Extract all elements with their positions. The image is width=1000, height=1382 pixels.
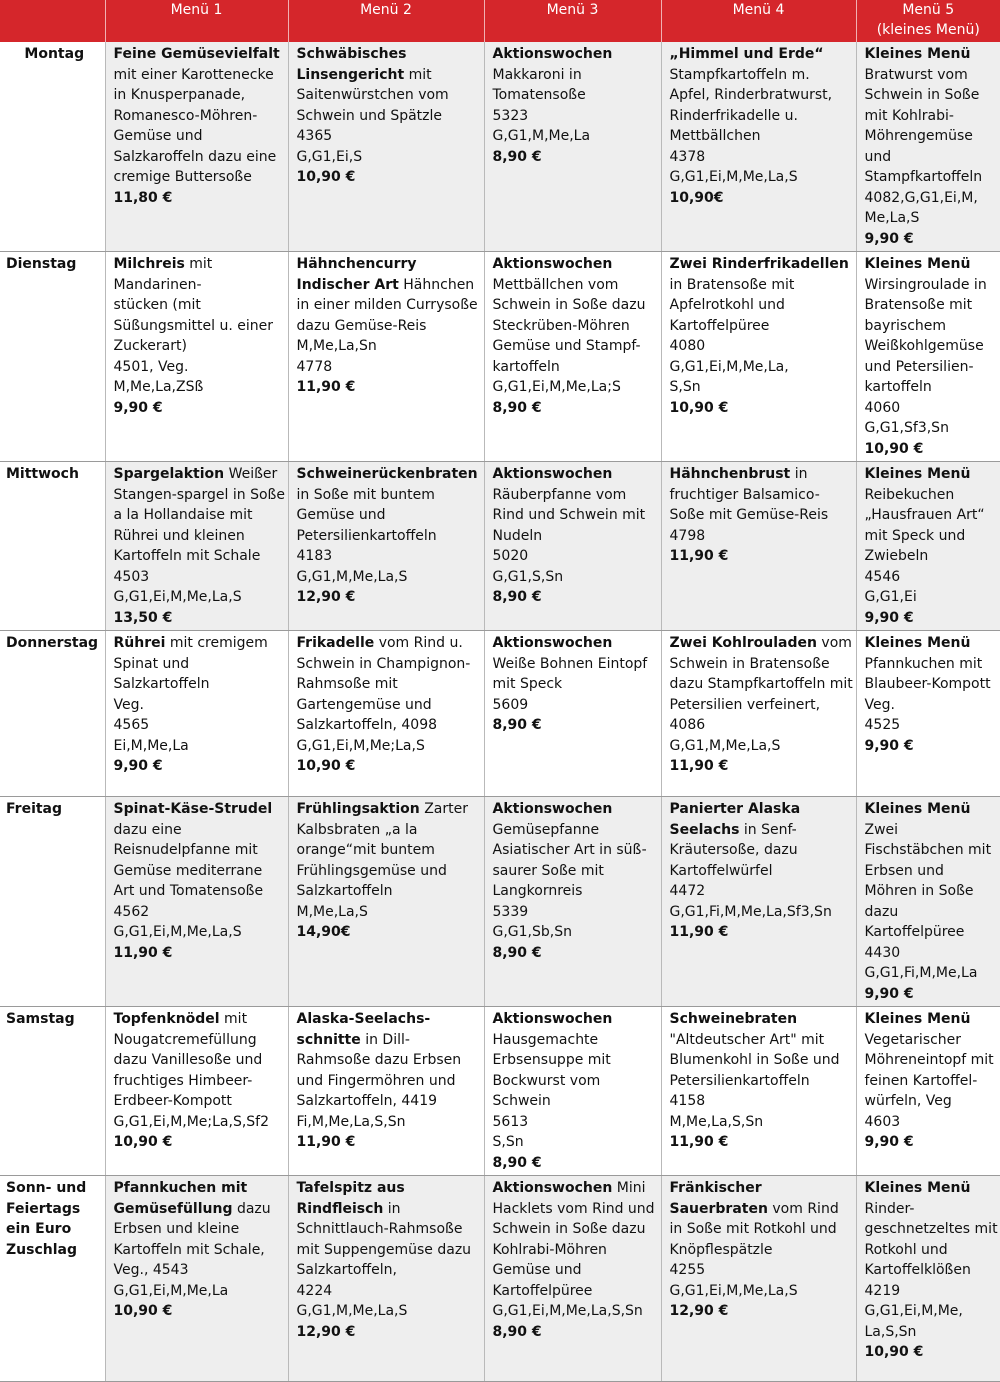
dish-title: Kleines Menü — [864, 46, 971, 62]
menu-cell — [484, 797, 661, 1007]
menu-cell — [484, 631, 661, 797]
dish-description: Wirsingroulade in Bratensoße mit bayrischem Weißkohlgemüse und Petersilien- kartoffeln 4060 G,G1,Sf3,Sn — [864, 276, 987, 436]
dish-description: in Schnittlauch-Rahmsoße mit Suppengemüse dazu Salzkartoffeln, 4224 G,G1,M,Me,La,S — [296, 1200, 472, 1319]
menu-cell — [661, 797, 856, 1007]
dish-title: Frühlingsaktion — [296, 801, 420, 817]
menu-cell — [105, 252, 288, 462]
dish-price: 10,90€ — [669, 189, 724, 206]
header-menu-4: Menü 4 — [661, 0, 856, 42]
dish-price: 10,90 € — [864, 1344, 924, 1360]
dish-title: Milchreis — [113, 256, 185, 272]
dish-price: 11,90 € — [669, 924, 729, 940]
day-cell — [0, 462, 105, 631]
menu-cell — [856, 797, 1000, 1007]
menu-cell — [856, 42, 1000, 252]
dish-description: Zarter Kalbsbraten „a la orange“mit buntem Frühlingsgemüse und Salzkartoffeln M,Me,La,S — [296, 801, 469, 920]
dish-price: 8,90 € — [492, 589, 542, 605]
dish-title: Tafelspitz aus Rindfleisch — [296, 1180, 405, 1217]
dish-description: Hausgemachte Erbsensuppe mit Bockwurst vom Schwein 5613 S,Sn — [492, 1031, 611, 1150]
dish-price: 12,90 € — [296, 1323, 356, 1340]
menu-cell — [661, 1007, 856, 1176]
dish-price: 10,90 € — [864, 440, 924, 457]
menu-body — [0, 42, 1000, 1382]
dish-price: 10,90 € — [296, 758, 356, 774]
menu-cell — [856, 252, 1000, 462]
day-label: Dienstag — [6, 256, 77, 272]
day-label: Freitag — [6, 801, 63, 817]
dish-title: Panierter Alaska Seelachs — [669, 801, 801, 838]
dish-title: Aktionswochen — [492, 466, 613, 482]
dish-price: 9,90 € — [864, 985, 914, 1002]
table-row — [0, 1007, 1000, 1176]
dish-title: „Himmel und Erde“ — [669, 46, 824, 62]
dish-description: vom Rind in Soße mit Rotkohl und Knöpflespätzle 4255 G,G1,Ei,M,Me,La,S — [669, 1200, 839, 1299]
menu-cell — [288, 252, 484, 462]
dish-description: in fruchtiger Balsamico-Soße mit Gemüse-Reis 4798 — [669, 466, 829, 544]
dish-title: Feine Gemüsevielfalt — [113, 46, 280, 62]
dish-price: 14,90€ — [296, 924, 351, 940]
dish-price: 8,90 € — [492, 944, 542, 961]
dish-title: Aktionswochen — [492, 635, 613, 651]
dish-description: in Senf-Kräutersoße, dazu Kartoffelwürfel 4472 G,G1,Fi,M,Me,La,Sf3,Sn — [669, 821, 832, 920]
table-row — [0, 1176, 1000, 1382]
dish-description: Makkaroni in Tomatensoße 5323 G,G1,M,Me,La — [492, 66, 591, 144]
menu-cell — [288, 462, 484, 631]
dish-price: 8,90 € — [492, 717, 542, 733]
dish-price: 8,90 € — [492, 1154, 542, 1171]
dish-description: Rinder- geschnetzeltes mit Rotkohl und Kartoffelklößen 4219 G,G1,Ei,M,Me, La,S,Sn — [864, 1200, 998, 1340]
day-label: Sonn- und Feiertags ein Euro Zuschlag — [6, 1180, 87, 1258]
dish-description: Bratwurst vom Schwein in Soße mit Kohlrabi-Möhrengemüse und Stampfkartoffeln 4082,G,G1,Ei,M, Me,La,S — [864, 66, 983, 226]
dish-title: Kleines Menü — [864, 1011, 971, 1027]
day-label: Donnerstag — [6, 635, 99, 651]
dish-price: 12,90 € — [669, 1303, 729, 1319]
dish-price: 11,90 € — [113, 944, 173, 961]
dish-description: "Altdeutscher Art" mit Blumenkohl in Soße und Petersilienkartoffeln 4158 M,Me,La,S,Sn — [669, 1031, 840, 1130]
dish-price: 11,90 € — [296, 379, 356, 395]
dish-description: Vegetarischer Möhreneintopf mit feinen Kartoffel-würfeln, Veg 4603 — [864, 1031, 994, 1130]
dish-title: Aktionswochen — [492, 256, 613, 272]
dish-price: 11,80 € — [113, 189, 173, 206]
header-menu-2: Menü 2 — [288, 0, 484, 42]
table-row — [0, 252, 1000, 462]
menu-cell — [661, 631, 856, 797]
dish-description: Zwei Fischstäbchen mit Erbsen und Möhren in Soße dazu Kartoffelpüree 4430 G,G1,Fi,M,Me,La — [864, 821, 992, 981]
dish-description: Mettbällchen vom Schwein in Soße dazu Steckrüben-Möhren Gemüse und Stampf- kartoffeln G,G1,Ei,M,Me,La;S — [492, 276, 646, 395]
dish-title: Schwäbisches Linsengericht — [296, 46, 407, 83]
menu-cell — [288, 797, 484, 1007]
dish-title: Alaska-Seelachs-schnitte — [296, 1011, 431, 1048]
menu-cell — [856, 1007, 1000, 1176]
dish-title: Frikadelle — [296, 635, 375, 651]
dish-title: Hähnchenbrust — [669, 466, 791, 482]
day-cell — [0, 252, 105, 462]
dish-description: mit Nougatcremefüllung dazu Vanillesoße und fruchtiges Himbeer-Erdbeer-Kompott G,G1,Ei,M,Me;La,S,Sf2 — [113, 1011, 270, 1130]
dish-price: 9,90 € — [864, 609, 914, 626]
dish-price: 13,50 € — [113, 609, 173, 626]
menu-cell — [484, 462, 661, 631]
day-cell — [0, 1176, 105, 1382]
dish-title: Kleines Menü — [864, 466, 971, 482]
dish-description: Räuberpfanne vom Rind und Schwein mit Nudeln 5020 G,G1,S,Sn — [492, 486, 646, 585]
dish-price: 11,90 € — [296, 1134, 356, 1150]
dish-description: in Bratensoße mit Apfelrotkohl und Kartoffelpüree 4080 G,G1,Ei,M,Me,La, S,Sn — [669, 276, 795, 395]
menu-cell — [856, 462, 1000, 631]
menu-cell — [484, 1007, 661, 1176]
day-label: Montag — [24, 46, 85, 62]
dish-price: 9,90 € — [864, 737, 914, 754]
dish-description: mit Mandarinen- stücken (mit Süßungsmittel u. einer Zuckerart) 4501, Veg. M,Me,La,ZSß — [113, 256, 273, 395]
menu-cell — [484, 1176, 661, 1382]
header-row — [0, 0, 1000, 42]
day-cell — [0, 42, 105, 252]
dish-price: 9,90 € — [864, 1134, 914, 1150]
table-row — [0, 42, 1000, 252]
dish-title: Schweinerückenbraten — [296, 466, 478, 482]
header-menu-5: Menü 5 (kleines Menü) — [856, 0, 1000, 42]
dish-price: 8,90 € — [492, 148, 542, 165]
dish-price: 9,90 € — [113, 758, 163, 774]
day-cell — [0, 797, 105, 1007]
dish-description: dazu eine Reisnudelpfanne mit Gemüse mediterrane Art und Tomatensoße 4562 G,G1,Ei,M,Me,La,S — [113, 821, 264, 940]
dish-price: 10,90 € — [113, 1134, 173, 1150]
dish-description: Weißer Stangen-spargel in Soße a la Hollandaise mit Rührei und kleinen Kartoffeln mit Schale 4503 G,G1,Ei,M,Me,La,S — [113, 466, 285, 605]
table-row — [0, 631, 1000, 797]
dish-price: 8,90 € — [492, 1323, 542, 1340]
header-menu-3: Menü 3 — [484, 0, 661, 42]
dish-title: Kleines Menü — [864, 635, 971, 651]
day-label: Samstag — [6, 1011, 75, 1027]
dish-title: Zwei Kohlrouladen — [669, 635, 817, 651]
dish-description: vom Schwein in Bratensoße dazu Stampfkartoffeln mit Petersilien verfeinert, 4086 G,G1,M,Me,La,S — [669, 635, 853, 754]
menu-cell — [288, 631, 484, 797]
dish-description: dazu Erbsen und kleine Kartoffeln mit Schale, Veg., 4543 G,G1,Ei,M,Me,La — [113, 1200, 271, 1299]
dish-description: Pfannkuchen mit Blaubeer-Kompott Veg. 4525 — [864, 655, 991, 733]
menu-cell — [661, 252, 856, 462]
dish-title: Hähnchencurry Indischer Art — [296, 256, 417, 293]
dish-description: mit einer Karottenecke in Knusperpanade, Romanesco-Möhren-Gemüse und Salzkaroffeln dazu eine cremige Buttersoße — [113, 66, 277, 185]
menu-cell — [856, 1176, 1000, 1382]
dish-description: in Soße mit buntem Gemüse und Petersilienkartoffeln 4183 G,G1,M,Me,La,S — [296, 486, 437, 585]
dish-price: 9,90 € — [113, 399, 163, 416]
day-cell — [0, 631, 105, 797]
dish-price: 12,90 € — [296, 589, 356, 605]
dish-title: Kleines Menü — [864, 256, 971, 272]
dish-description: vom Rind u. Schwein in Champignon-Rahmsoße mit Gartengemüse und Salzkartoffeln, 4098 G,G1,Ei,M,Me;La,S — [296, 635, 471, 754]
menu-cell — [661, 1176, 856, 1382]
menu-cell — [661, 462, 856, 631]
table-row — [0, 797, 1000, 1007]
dish-price: 10,90 € — [113, 1303, 173, 1319]
menu-cell — [288, 42, 484, 252]
dish-title: Spargelaktion — [113, 466, 225, 482]
dish-description: Gemüsepfanne Asiatischer Art in süß-saurer Soße mit Langkornreis 5339 G,G1,Sb,Sn — [492, 821, 647, 940]
menu-cell — [661, 42, 856, 252]
dish-title: Kleines Menü — [864, 1180, 971, 1196]
dish-price: 9,90 € — [864, 230, 914, 247]
dish-title: Pfannkuchen mit Gemüsefüllung — [113, 1180, 248, 1217]
dish-title: Fränkischer Sauerbraten — [669, 1180, 768, 1217]
dish-description: Hähnchen in einer milden Currysoße dazu Gemüse-Reis M,Me,La,Sn 4778 — [296, 276, 478, 375]
dish-description: mit Saitenwürstchen vom Schwein und Spätzle 4365 G,G1,Ei,S — [296, 66, 449, 165]
menu-cell — [105, 462, 288, 631]
dish-description: mit cremigem Spinat und Salzkartoffeln Veg. 4565 Ei,M,Me,La — [113, 635, 268, 754]
header-empty — [0, 0, 105, 42]
dish-description: Stampfkartoffeln m. Apfel, Rinderbratwurst, Rinderfrikadelle u. Mettbällchen 4378 G,G1,Ei,M,Me,La,S — [669, 66, 833, 185]
menu-cell — [484, 252, 661, 462]
menu-cell — [288, 1007, 484, 1176]
dish-price: 11,90 € — [669, 1134, 729, 1150]
dish-description: Weiße Bohnen Eintopf mit Speck 5609 — [492, 655, 648, 713]
day-cell — [0, 1007, 105, 1176]
dish-title: Aktionswochen — [492, 1180, 613, 1196]
dish-price: 11,90 € — [669, 548, 729, 564]
table-row — [0, 462, 1000, 631]
menu-cell — [105, 797, 288, 1007]
dish-description: Mini Hacklets vom Rind und Schwein in Soße dazu Kohlrabi-Möhren Gemüse und Kartoffelpüree G,G1,Ei,M,Me,La,S,Sn — [492, 1180, 655, 1319]
menu-cell — [105, 1007, 288, 1176]
dish-price: 8,90 € — [492, 399, 542, 416]
dish-price: 11,90 € — [669, 758, 729, 774]
dish-title: Topfenknödel — [113, 1011, 220, 1027]
menu-cell — [484, 42, 661, 252]
menu-cell — [105, 631, 288, 797]
dish-title: Schweinebraten — [669, 1011, 798, 1027]
dish-title: Spinat-Käse-Strudel — [113, 801, 273, 817]
dish-title: Aktionswochen — [492, 801, 613, 817]
dish-price: 10,90 € — [669, 399, 729, 416]
menu-cell — [856, 631, 1000, 797]
day-label: Mittwoch — [6, 466, 79, 482]
dish-description: Reibekuchen „Hausfrauen Art“ mit Speck und Zwiebeln 4546 G,G1,Ei — [864, 486, 985, 605]
dish-title: Kleines Menü — [864, 801, 971, 817]
menu-cell — [105, 42, 288, 252]
menu-cell — [288, 1176, 484, 1382]
dish-title: Zwei Rinderfrikadellen — [669, 256, 849, 272]
dish-title: Aktionswochen — [492, 46, 613, 62]
dish-title: Rührei — [113, 635, 166, 651]
dish-description: in Dill-Rahmsoße dazu Erbsen und Fingermöhren und Salzkartoffeln, 4419 Fi,M,Me,La,S,Sn — [296, 1031, 462, 1130]
dish-title: Aktionswochen — [492, 1011, 613, 1027]
menu-cell — [105, 1176, 288, 1382]
dish-price: 10,90 € — [296, 169, 356, 185]
header-menu-1: Menü 1 — [105, 0, 288, 42]
